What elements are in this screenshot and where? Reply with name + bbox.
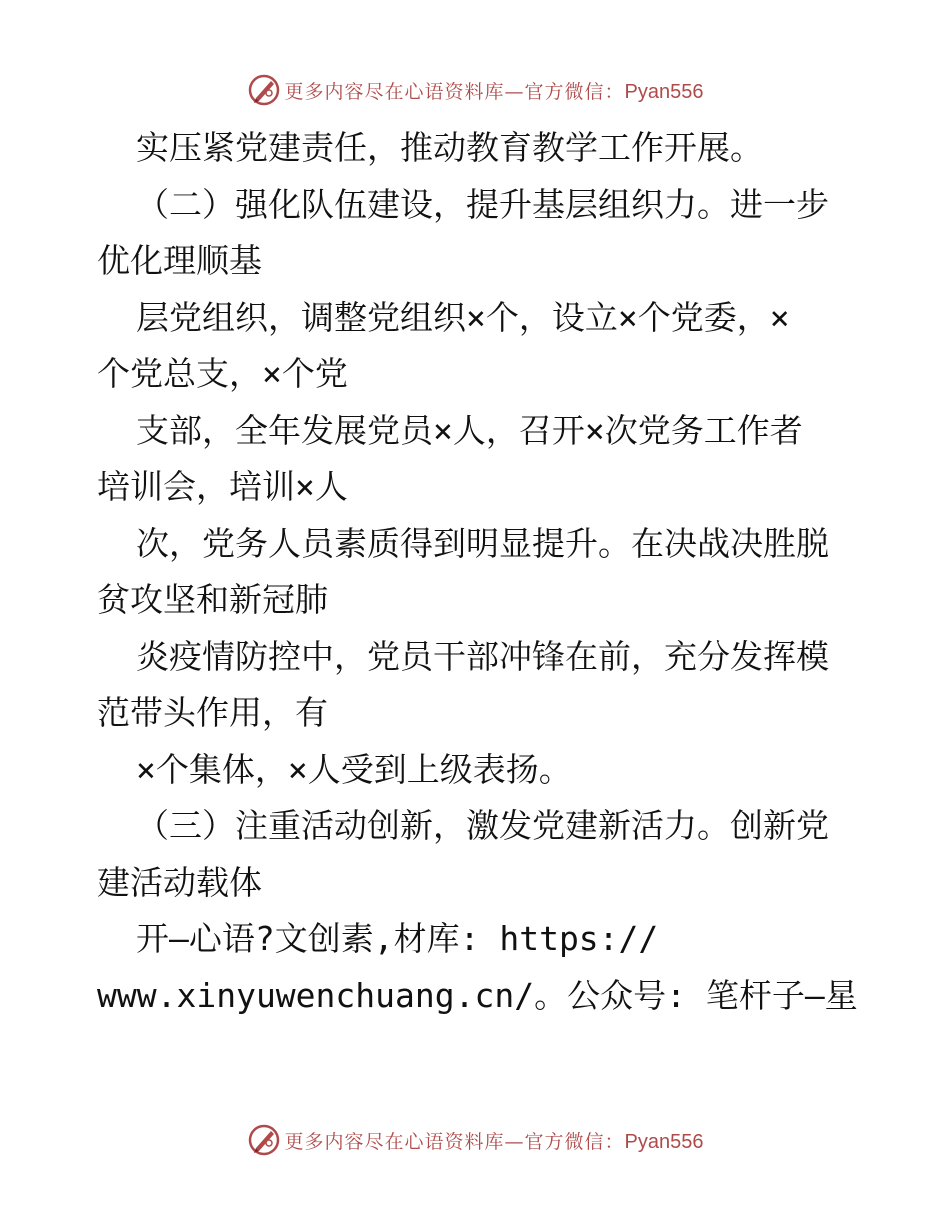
text-line: （三）注重活动创新，激发党建新活力。创新党 xyxy=(136,806,829,845)
text-line: www.xinyuwenchuang.cn/。公众号: 笔杆子—星 xyxy=(97,975,858,1015)
text-line: 贫攻坚和新冠肺 xyxy=(97,580,328,619)
text-line: 开—心语?文创素,材库: https:// xyxy=(136,919,659,958)
header-banner xyxy=(0,70,950,110)
header-banner-text: 更多内容尽在心语资料库—官方微信： xyxy=(284,80,625,103)
document-body xyxy=(97,120,867,1024)
text-line: 优化理顺基 xyxy=(97,241,262,280)
text-line: 个党总支，×个党 xyxy=(97,354,348,393)
pen-logo-icon xyxy=(247,1123,281,1157)
footer-banner-account: Pyan556 xyxy=(624,1130,704,1153)
text-line: 炎疫情防控中，党员干部冲锋在前，充分发挥模 xyxy=(136,636,829,676)
text-line: 支部，全年发展党员×人，召开×次党务工作者 xyxy=(136,410,803,450)
text-line: 建活动载体 xyxy=(97,862,262,902)
footer-banner-text: 更多内容尽在心语资料库—官方微信： xyxy=(284,1130,625,1153)
text-line: 层党组织，调整党组织×个，设立×个党委，× xyxy=(136,297,790,337)
footer-banner xyxy=(0,1120,950,1160)
header-banner-account: Pyan556 xyxy=(624,80,704,103)
text-line: 次，党务人员素质得到明显提升。在决战决胜脱 xyxy=(136,523,829,563)
text-line: （二）强化队伍建设，提升基层组织力。进一步 xyxy=(136,184,829,224)
text-line: 范带头作用，有 xyxy=(97,693,328,732)
pen-logo-icon xyxy=(247,73,281,107)
text-line: 培训会，培训×人 xyxy=(97,467,348,506)
text-line: 实压紧党建责任，推动教育教学工作开展。 xyxy=(136,128,763,167)
text-line: ×个集体，×人受到上级表扬。 xyxy=(136,749,572,789)
